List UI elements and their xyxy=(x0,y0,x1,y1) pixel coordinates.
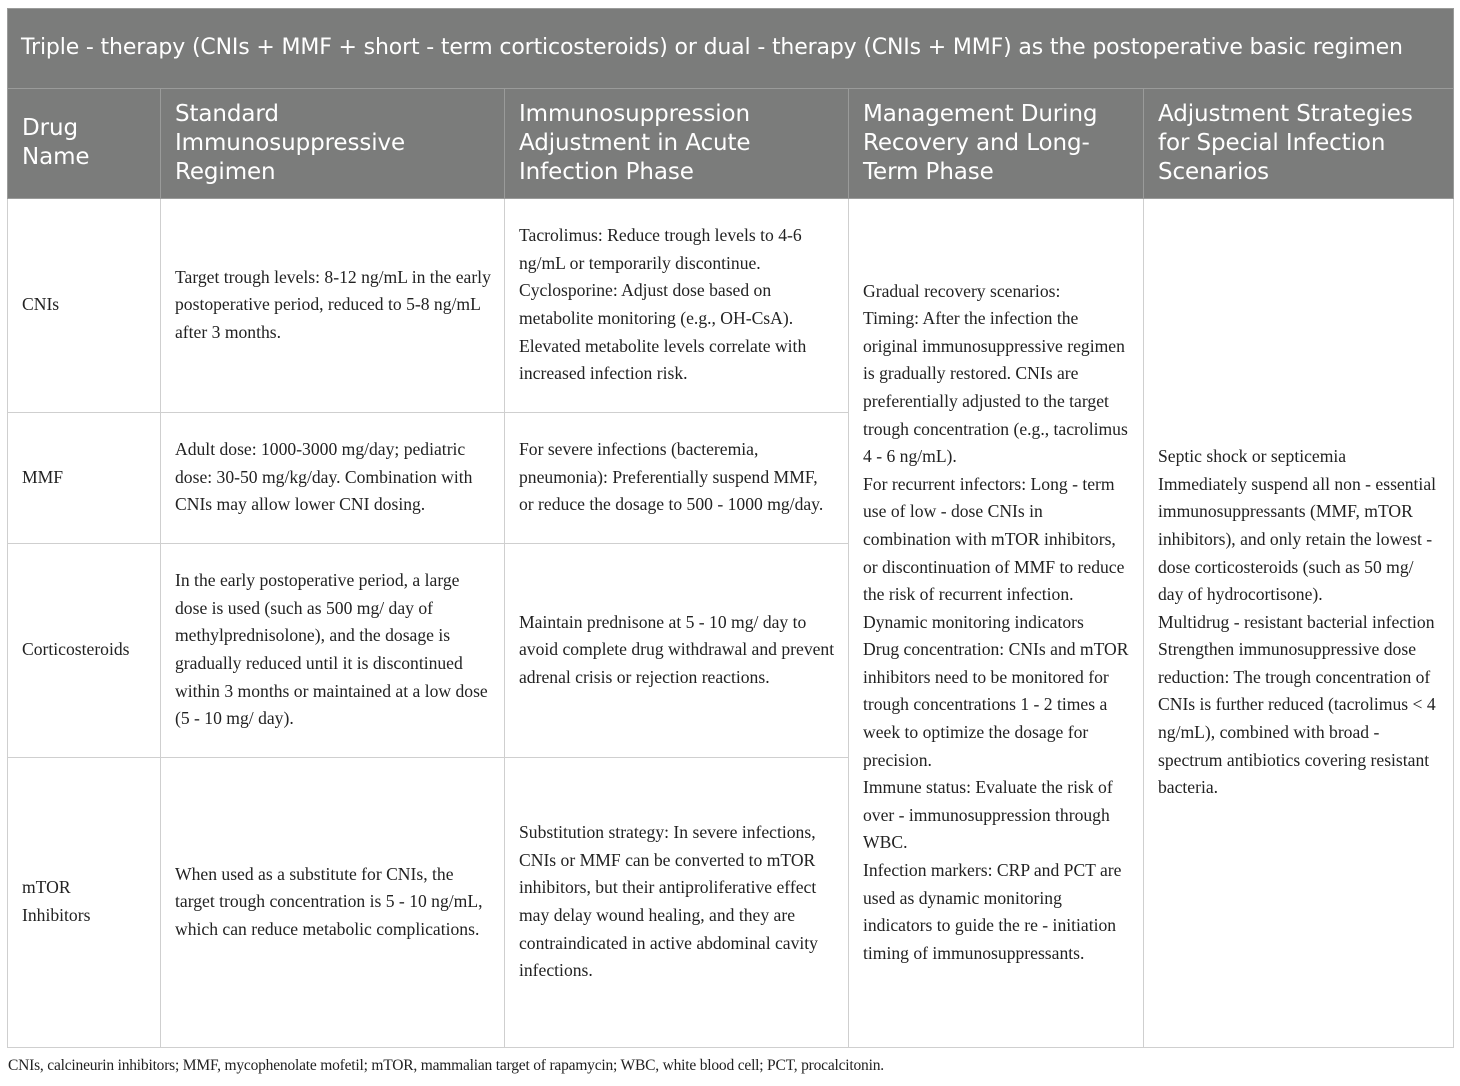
table-row xyxy=(8,199,1454,413)
standard-regimen-cell: When used as a substitute for CNIs, the target trough concentration is 5 - 10 ng/mL, which can reduce metabolic complications. xyxy=(161,758,505,1048)
table-footnote: CNIs, calcineurin inhibitors; MMF, mycophenolate mofetil; mTOR, mammalian target of rapamycin; WBC, white blood cell; PCT, procalcitonin. xyxy=(8,1057,884,1074)
column-header-drug-name: Drug Name xyxy=(8,89,161,199)
table-caption: Triple - therapy (CNIs + MMF + short - term corticosteroids) or dual - therapy (CNIs + MMF) as the postoperative basic regimen xyxy=(8,9,1454,89)
acute-adjustment-cell: Substitution strategy: In severe infections, CNIs or MMF can be converted to mTOR inhibitors, but their antiproliferative effect may delay wound healing, and they are contraindicated in active abdominal cavity infections. xyxy=(505,758,849,1048)
column-header-special-scenarios: Adjustment Strategies for Special Infection Scenarios xyxy=(1144,89,1454,199)
immunosuppression-table-container xyxy=(7,8,1453,1048)
standard-regimen-cell: Adult dose: 1000-3000 mg/day; pediatric dose: 30-50 mg/kg/day. Combination with CNIs may allow lower CNI dosing. xyxy=(161,413,505,544)
column-header-standard-regimen: Standard Immunosuppressive Regimen xyxy=(161,89,505,199)
acute-adjustment-cell: Maintain prednisone at 5 - 10 mg/ day to avoid complete drug withdrawal and prevent adrenal crisis or rejection reactions. xyxy=(505,544,849,758)
table-caption-row xyxy=(8,9,1454,89)
standard-regimen-cell: Target trough levels: 8-12 ng/mL in the early postoperative period, reduced to 5-8 ng/mL after 3 months. xyxy=(161,199,505,413)
column-header-recovery-management: Management During Recovery and Long- Term Phase xyxy=(849,89,1144,199)
standard-regimen-cell: In the early postoperative period, a large dose is used (such as 500 mg/ day of methylprednisolone), and the dosage is gradually reduced until it is discontinued within 3 months or maintained at a low dose (5 - 10 mg/ day). xyxy=(161,544,505,758)
drug-name-cell: mTOR Inhibitors xyxy=(8,758,161,1048)
recovery-management-cell: Gradual recovery scenarios: Timing: After the infection the original immunosuppressive regimen is gradually restored. CNIs are preferentially adjusted to the target trough concentration (e.g., tacrolimus 4 - 6 ng/mL). For recurrent infectors: Long - term use of low - dose CNIs in combination with mTOR inhibitors, or discontinuation of MMF to reduce the risk of recurrent infection. Dynamic monitoring indicators Drug concentration: CNIs and mTOR inhibitors need to be monitored for trough concentrations 1 - 2 times a week to optimize the dosage for precision. Immune status: Evaluate the risk of over - immunosuppression through WBC. Infection markers: CRP and PCT are used as dynamic monitoring indicators to guide the re - initiation timing of immunosuppressants. xyxy=(849,199,1144,1048)
drug-name-cell: CNIs xyxy=(8,199,161,413)
column-header-row xyxy=(8,89,1454,199)
special-scenarios-cell: Septic shock or septicemia Immediately suspend all non - essential immunosuppressants (MMF, mTOR inhibitors), and only retain the lowest - dose corticosteroids (such as 50 mg/ day of hydrocortisone). Multidrug - resistant bacterial infection Strengthen immunosuppressive dose reduction: The trough concentration of CNIs is further reduced (tacrolimus < 4 ng/mL), combined with broad - spectrum antibiotics covering resistant bacteria. xyxy=(1144,199,1454,1048)
drug-name-cell: MMF xyxy=(8,413,161,544)
immunosuppression-table xyxy=(7,8,1454,1048)
column-header-acute-adjustment: Immunosuppression Adjustment in Acute Infection Phase xyxy=(505,89,849,199)
drug-name-cell: Corticosteroids xyxy=(8,544,161,758)
acute-adjustment-cell: For severe infections (bacteremia, pneumonia): Preferentially suspend MMF, or reduce the dosage to 500 - 1000 mg/day. xyxy=(505,413,849,544)
acute-adjustment-cell: Tacrolimus: Reduce trough levels to 4-6 ng/mL or temporarily discontinue. Cyclosporine: Adjust dose based on metabolite monitoring (e.g., OH-CsA). Elevated metabolite levels correlate with increased infection risk. xyxy=(505,199,849,413)
